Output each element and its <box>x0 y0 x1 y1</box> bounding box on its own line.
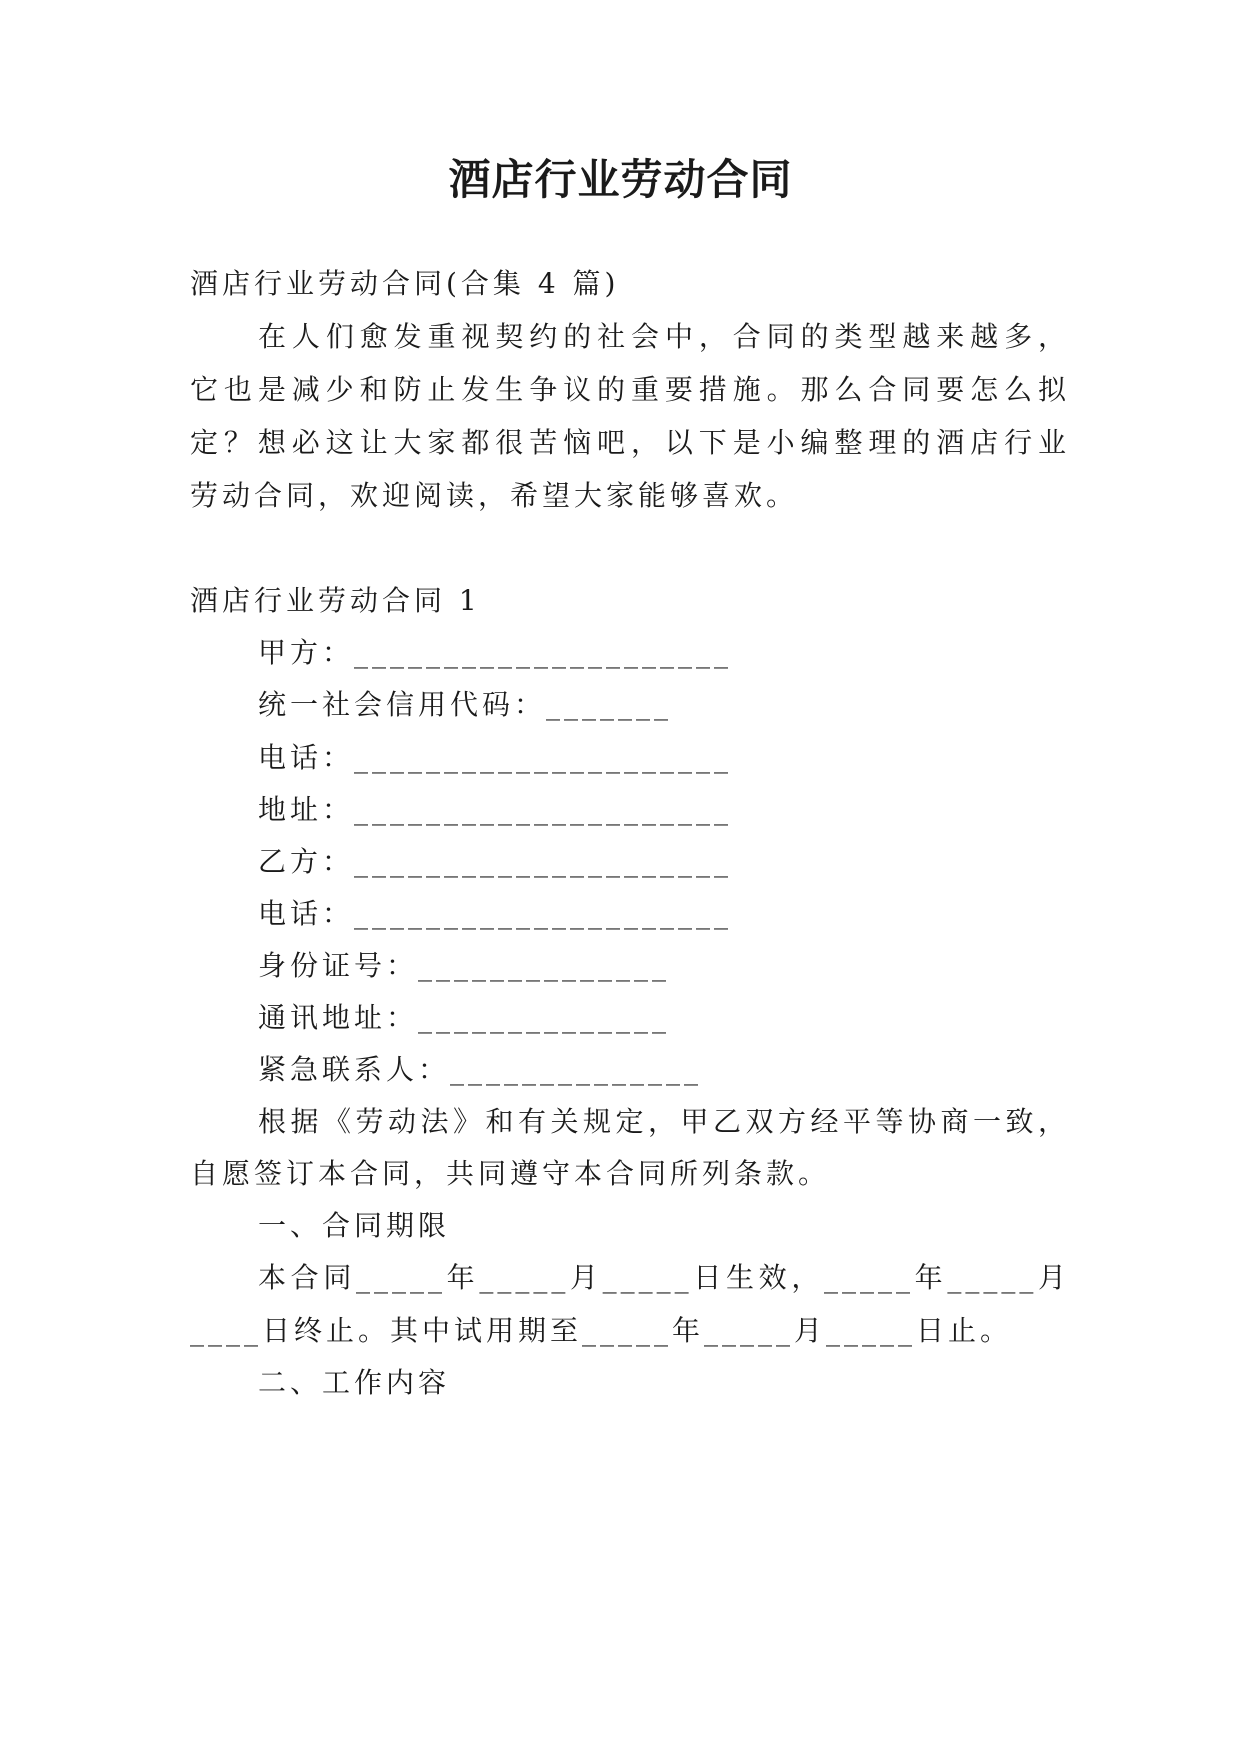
document-subtitle: 酒店行业劳动合同(合集 4 篇) <box>190 267 620 300</box>
field-party-b: 乙方：_____________________ <box>258 845 733 878</box>
field-emergency-contact: 紧急联系人：______________ <box>258 1053 703 1086</box>
field-party-a: 甲方：_____________________ <box>258 636 733 669</box>
section-heading: 酒店行业劳动合同 1 <box>190 584 481 617</box>
intro-line-1: 在人们愈发重视契约的社会中，合同的类型越来越多， <box>258 320 1070 353</box>
intro-line-4: 劳动合同，欢迎阅读，希望大家能够喜欢。 <box>190 479 799 512</box>
clause2-heading: 二、工作内容 <box>258 1366 451 1399</box>
field-mail-address: 通讯地址：______________ <box>258 1001 671 1034</box>
preamble-line-2: 自愿签订本合同，共同遵守本合同所列条款。 <box>190 1157 831 1190</box>
field-phone-b: 电话：_____________________ <box>258 897 733 930</box>
intro-line-2: 它也是减少和防止发生争议的重要措施。那么合同要怎么拟 <box>190 373 1070 406</box>
field-phone-a: 电话：_____________________ <box>258 741 733 774</box>
clause1-line-1: 本合同_____年_____月_____日生效，_____年_____月 <box>258 1261 1070 1294</box>
intro-line-3: 定？想必这让大家都很苦恼吧，以下是小编整理的酒店行业 <box>190 426 1070 459</box>
field-id-number: 身份证号：______________ <box>258 949 671 982</box>
clause1-heading: 一、合同期限 <box>258 1209 451 1242</box>
clause1-line-2: ____日终止。其中试用期至_____年_____月_____日止。 <box>190 1314 1013 1347</box>
field-credit-code: 统一社会信用代码：_______ <box>258 688 673 721</box>
document-title: 酒店行业劳动合同 <box>448 155 793 204</box>
preamble-line-1: 根据《劳动法》和有关规定，甲乙双方经平等协商一致， <box>258 1105 1070 1138</box>
field-address: 地址：_____________________ <box>258 793 733 826</box>
